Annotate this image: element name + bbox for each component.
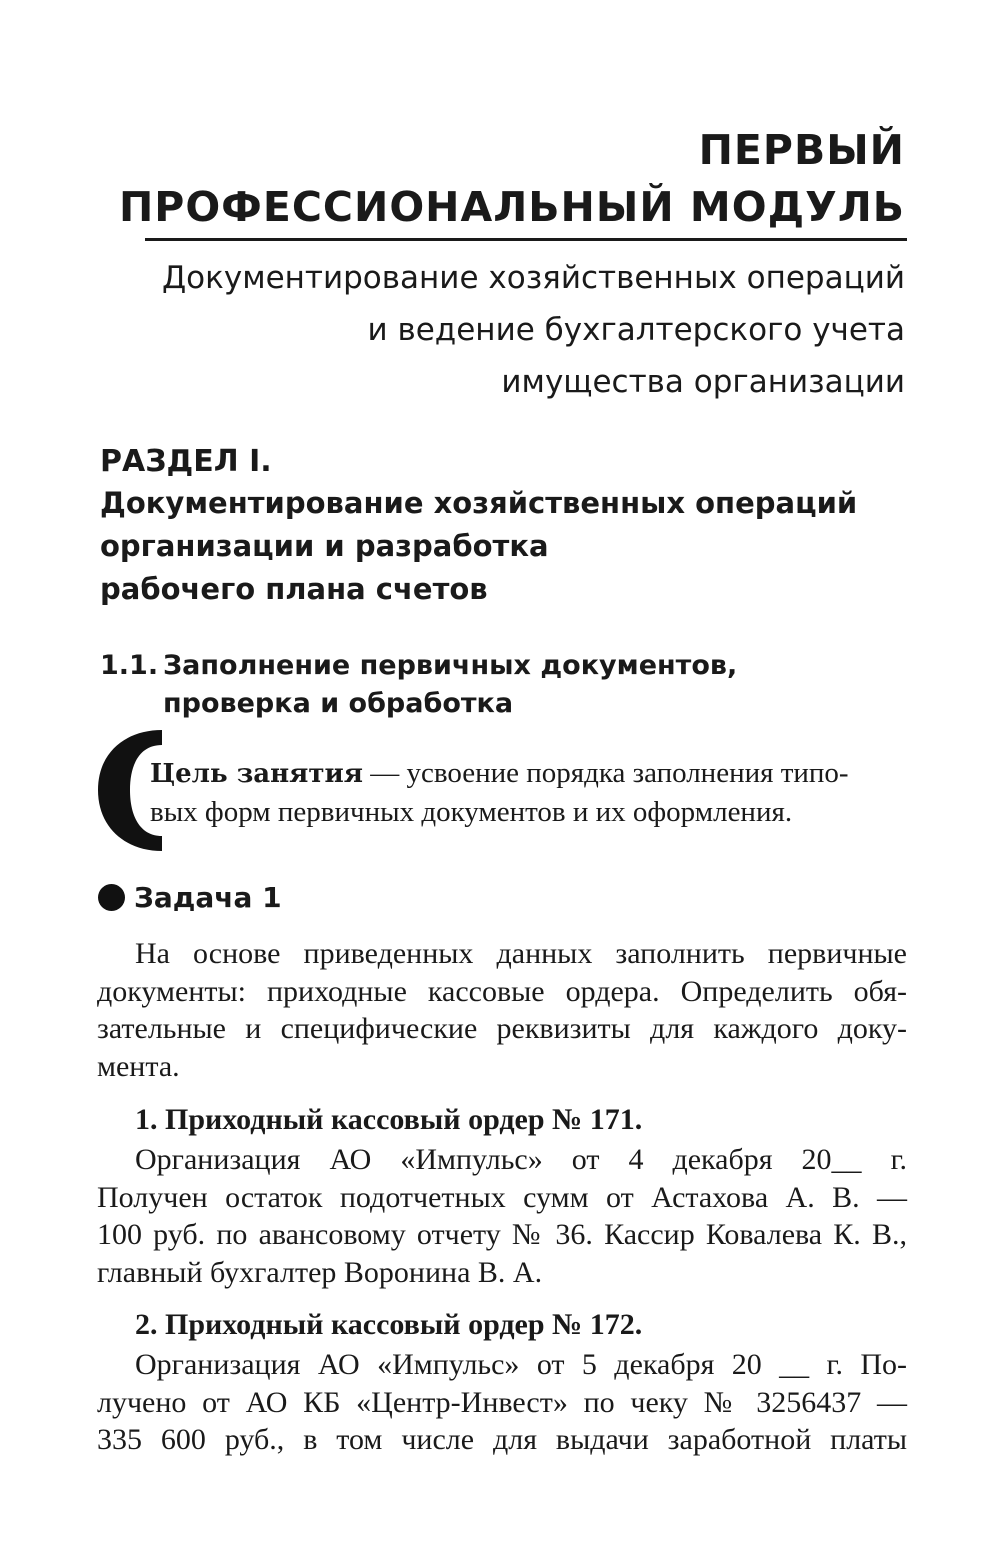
subsection-title [163,647,737,723]
goal-line-1: — усвоение порядка заполнения типо- [362,757,849,789]
text-line: Получен остаток подотчетных сумм от Астахова А. В. — [97,1180,907,1214]
order-description [97,1141,907,1291]
task-title: Задача 1 [134,881,282,914]
module-title-line: ПРОФЕССИОНАЛЬНЫЙ МОДУЛЬ [118,183,905,231]
goal-term: Цель занятия [150,759,363,789]
subsection-number: 1.1. [100,650,159,681]
text-line: мента. [97,1049,180,1083]
section-title-line: организации и разработка [100,529,549,563]
task-description [97,935,907,1085]
text-line: На основе приведенных данных заполнить первичные [135,937,907,970]
text-line: Организация АО «Импульс» от 5 декабря 20 __ г. По- [135,1348,907,1381]
section-title-line: рабочего плана счетов [100,572,488,606]
goal-line-2: вых форм первичных документов и их оформления. [150,796,793,828]
module-title [119,122,905,236]
text-line: 335 600 руб., в том числе для выдачи заработной платы [97,1423,907,1456]
module-divider [145,238,907,241]
subsection-title-line: Заполнение первичных документов, [163,650,738,681]
module-subtitle-line: Документирование хозяйственных операций [161,260,905,296]
text-line: главный бухгалтер Воронина В. А. [97,1255,543,1289]
bullet-icon [98,884,125,911]
order-description [97,1346,907,1459]
order-title: 1. Приходный кассовый ордер № 171. [135,1103,643,1136]
section-title [100,482,857,611]
text-line: зательные и специфические реквизиты для каждого доку- [97,1012,907,1045]
module-subtitle-line: имущества организации [501,364,905,400]
module-subtitle [162,252,905,408]
module-title-line: ПЕРВЫЙ [698,126,905,174]
section-label: РАЗДЕЛ I. [100,444,272,479]
text-line: Организация АО «Импульс» от 4 декабря 20__ г. [135,1143,907,1176]
order-title: 2. Приходный кассовый ордер № 172. [135,1308,643,1341]
module-subtitle-line: и ведение бухгалтерского учета [367,312,905,348]
subsection-title-line: проверка и обработка [163,688,514,719]
lesson-goal [150,754,910,831]
section-title-line: Документирование хозяйственных операций [100,486,858,520]
text-line: 100 руб. по авансовому отчету № 36. Кассир Ковалева К. В., [97,1218,907,1251]
text-line: лучено от АО КБ «Центр-Инвест» по чеку № 3256437 — [97,1385,907,1419]
text-line: документы: приходные кассовые ордера. Определить обя- [97,974,907,1008]
